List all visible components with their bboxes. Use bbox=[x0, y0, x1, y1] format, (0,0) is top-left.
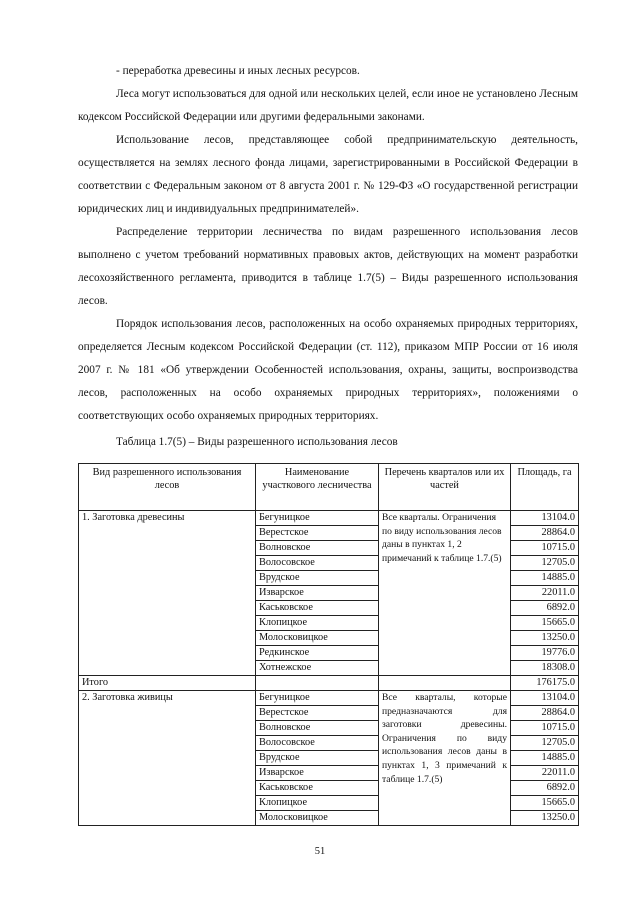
forestry-name: Каськовское bbox=[256, 781, 379, 796]
header-use-type: Вид разрешенного использования лесов bbox=[79, 464, 256, 511]
forestry-name: Молосковицкое bbox=[256, 631, 379, 646]
table-caption: Таблица 1.7(5) – Виды разрешенного использования лесов bbox=[116, 436, 398, 448]
area-value: 6892.0 bbox=[511, 601, 579, 616]
area-value: 15665.0 bbox=[511, 616, 579, 631]
area-value: 10715.0 bbox=[511, 721, 579, 736]
area-value: 14885.0 bbox=[511, 751, 579, 766]
total-area: 176175.0 bbox=[511, 676, 579, 691]
forestry-name: Верестское bbox=[256, 526, 379, 541]
quarters-note: Все кварталы. Ограничения по виду использования лесов даны в пунктах 1, 2 примечаний к таблице 1.7.(5) bbox=[379, 511, 511, 676]
area-value: 13250.0 bbox=[511, 631, 579, 646]
paragraph-2: Леса могут использоваться для одной или нескольких целей, если иное не установлено Лесным кодексом Российской Федерации или другими федеральными законами. bbox=[78, 88, 578, 123]
forestry-name: Клопицкое bbox=[256, 796, 379, 811]
paragraph-1: - переработка древесины и иных лесных ресурсов. bbox=[116, 65, 360, 77]
area-value: 13104.0 bbox=[511, 691, 579, 706]
area-value: 28864.0 bbox=[511, 706, 579, 721]
table-header-row bbox=[79, 464, 579, 511]
forestry-name: Изварское bbox=[256, 766, 379, 781]
paragraph-4: Распределение территории лесничества по видам разрешенного использования лесов выполнено с учетом требований нормативных правовых актов, действующих на момент разработки лесохозяйственного регламента, приводится в таблице 1.7(5) – Виды разрешенного использования лесов. bbox=[78, 226, 578, 307]
forestry-name: Каськовское bbox=[256, 601, 379, 616]
header-quarters: Перечень кварталов или их частей bbox=[379, 464, 511, 511]
area-value: 6892.0 bbox=[511, 781, 579, 796]
forestry-name: Волосовское bbox=[256, 736, 379, 751]
area-value: 14885.0 bbox=[511, 571, 579, 586]
forestry-name: Изварское bbox=[256, 586, 379, 601]
forestry-name: Молосковицкое bbox=[256, 811, 379, 826]
paragraph-3: Использование лесов, представляющее собой предпринимательскую деятельность, осуществляется на землях лесного фонда лицами, зарегистрированными в Российской Федерации в соответствии с Федеральным законом от 8 августа 2001 г. № 129-ФЗ «О государственной регистрации юридических лиц и индивидуальных предпринимателей». bbox=[78, 134, 578, 215]
land-use-table bbox=[78, 463, 579, 826]
forestry-name: Бегуницкое bbox=[256, 511, 379, 526]
area-value: 12705.0 bbox=[511, 556, 579, 571]
area-value: 28864.0 bbox=[511, 526, 579, 541]
table-row bbox=[79, 691, 579, 706]
total-label: Итого bbox=[79, 676, 256, 691]
area-value: 19776.0 bbox=[511, 646, 579, 661]
page-number: 51 bbox=[314, 846, 326, 857]
forestry-name: Редкинское bbox=[256, 646, 379, 661]
empty-cell bbox=[256, 676, 379, 691]
area-value: 13104.0 bbox=[511, 511, 579, 526]
quarters-note: Все кварталы, которые предназначаются для заготовки древесины. Ограничения по виду использования лесов даны в пунктах 1, 3 примечаний к таблице 1.7.(5) bbox=[379, 691, 511, 826]
area-value: 22011.0 bbox=[511, 586, 579, 601]
forestry-name: Клопицкое bbox=[256, 616, 379, 631]
total-row bbox=[79, 676, 579, 691]
forestry-name: Верестское bbox=[256, 706, 379, 721]
forestry-name: Волновское bbox=[256, 541, 379, 556]
forestry-name: Врудское bbox=[256, 751, 379, 766]
area-value: 10715.0 bbox=[511, 541, 579, 556]
empty-cell bbox=[379, 676, 511, 691]
forestry-name: Волновское bbox=[256, 721, 379, 736]
header-forestry: Наименование участкового лесничества bbox=[256, 464, 379, 511]
header-area: Площадь, га bbox=[511, 464, 579, 511]
forestry-name: Бегуницкое bbox=[256, 691, 379, 706]
use-type-cell: 1. Заготовка древесины bbox=[79, 511, 256, 676]
area-value: 13250.0 bbox=[511, 811, 579, 826]
forestry-name: Волосовское bbox=[256, 556, 379, 571]
area-value: 18308.0 bbox=[511, 661, 579, 676]
forestry-name: Хотнежское bbox=[256, 661, 379, 676]
area-value: 15665.0 bbox=[511, 796, 579, 811]
paragraph-5: Порядок использования лесов, расположенных на особо охраняемых природных территориях, определяется Лесным кодексом Российской Федерации (ст. 112), приказом МПР России от 16 июля 2007 г. № 181 «Об утверждении Особенностей использования, охраны, защиты, воспроизводства лесов, расположенных на особо охраняемых природных территориях», положениями о соответствующих особо охраняемых природных территориях. bbox=[78, 318, 578, 422]
table-row bbox=[79, 511, 579, 526]
area-value: 12705.0 bbox=[511, 736, 579, 751]
area-value: 22011.0 bbox=[511, 766, 579, 781]
use-type-cell: 2. Заготовка живицы bbox=[79, 691, 256, 826]
forestry-name: Врудское bbox=[256, 571, 379, 586]
